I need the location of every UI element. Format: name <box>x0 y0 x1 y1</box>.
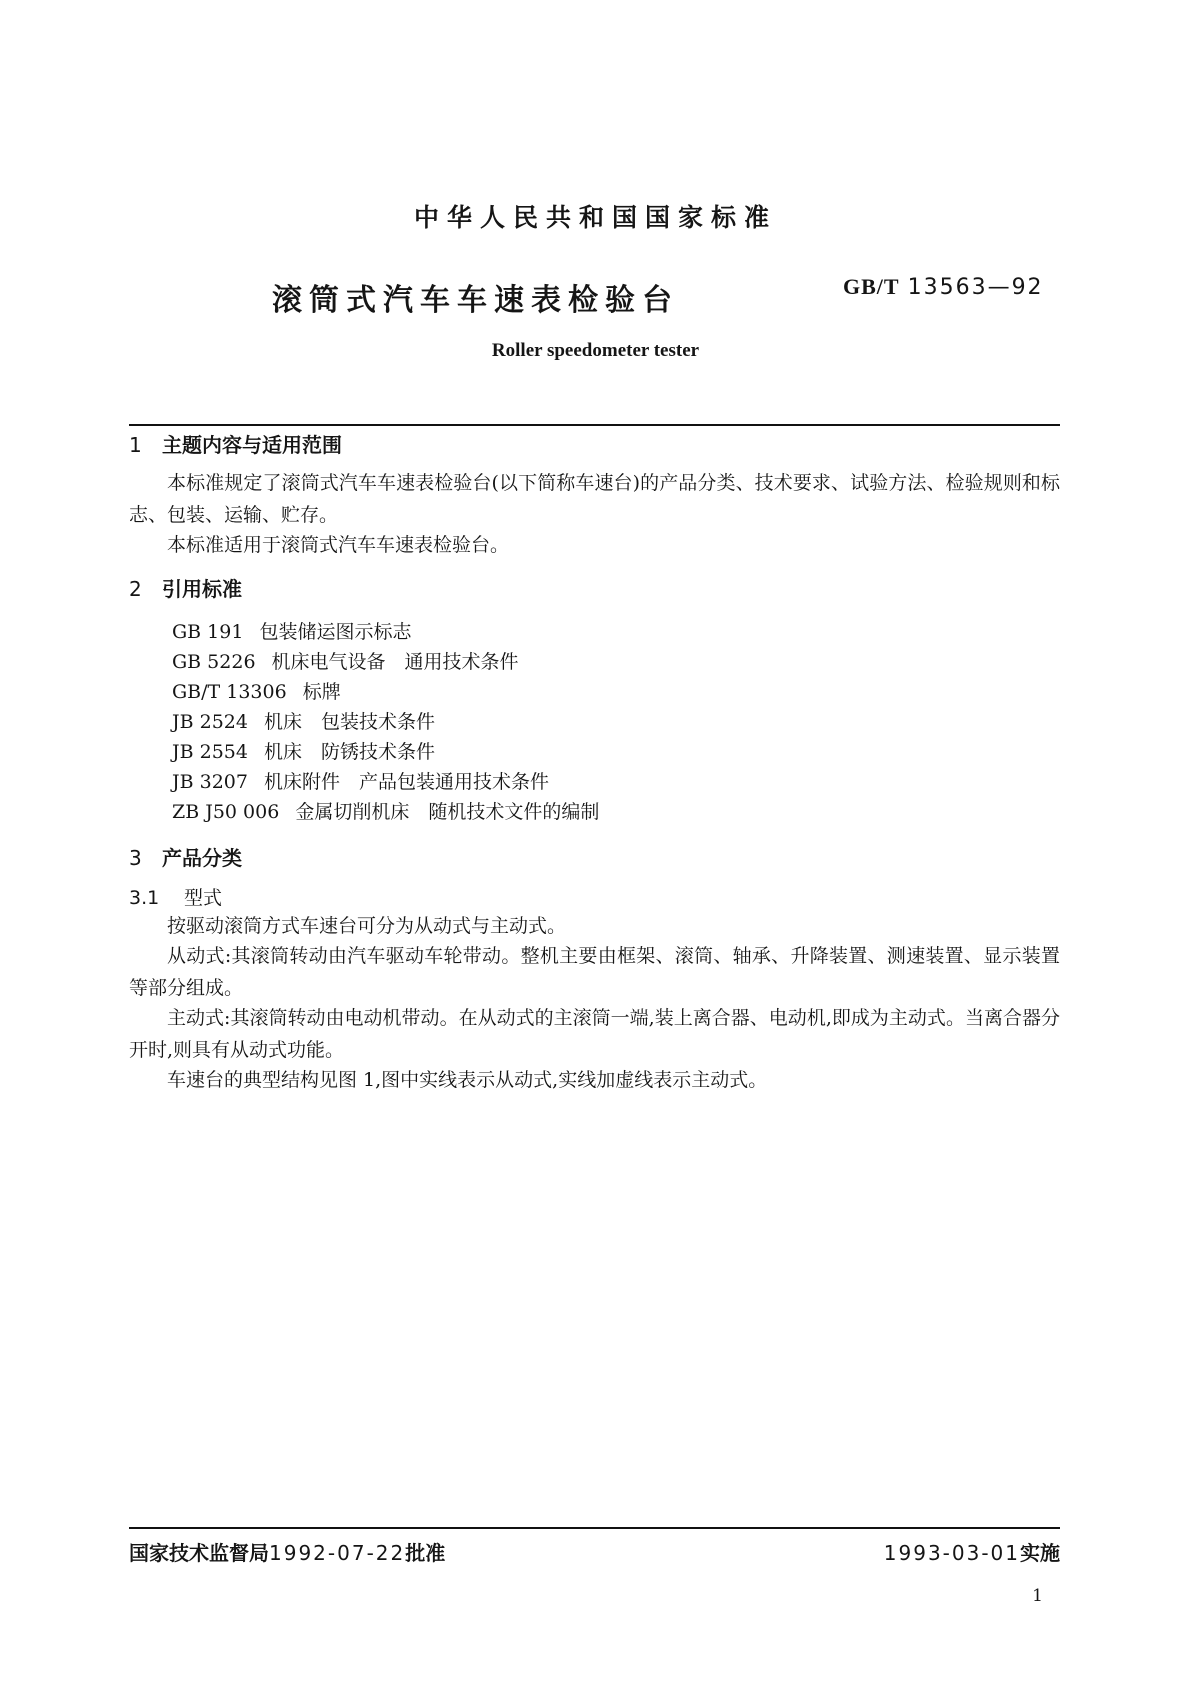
english-title: Roller speedometer tester <box>491 340 700 361</box>
implementation-statement <box>884 1537 1060 1566</box>
reference-name: 机床电气设备 通用技术条件 <box>271 651 519 673</box>
reference-code: ZB J50 006 <box>172 801 280 823</box>
reference-name: 金属切削机床 随机技术文件的编制 <box>295 801 600 823</box>
section-1-paragraph-1: 本标准规定了滚筒式汽车车速表检验台(以下简称车速台)的产品分类、技术要求、试验方法、检验规则和标志、包装、运输、贮存。 <box>129 472 1060 526</box>
section-3-paragraph-2: 从动式:其滚筒转动由汽车驱动车轮带动。整机主要由框架、滚筒、轴承、升降装置、测速装置、显示装置等部分组成。 <box>129 945 1060 999</box>
standard-number <box>843 274 1044 300</box>
section-number: 1 <box>129 433 142 457</box>
page-number: 1 <box>1032 1586 1043 1606</box>
reference-item <box>172 677 341 704</box>
implementation-label: 实施 <box>1020 1541 1060 1565</box>
reference-name: 包装储运图示标志 <box>259 621 412 643</box>
approval-statement <box>129 1537 445 1566</box>
reference-code: JB 2524 <box>172 711 248 733</box>
section-3-paragraph-4: 车速台的典型结构见图 1,图中实线表示从动式,实线加虚线表示主动式。 <box>167 1069 768 1091</box>
reference-name: 机床附件 产品包装通用技术条件 <box>263 771 549 793</box>
implementation-date: 1993-03-01 <box>883 1541 1020 1565</box>
reference-code: GB 5226 <box>172 651 256 673</box>
reference-item <box>172 767 549 794</box>
reference-name: 标牌 <box>302 681 341 703</box>
section-3-paragraph-1: 按驱动滚筒方式车速台可分为从动式与主动式。 <box>167 915 567 937</box>
subsection-number: 3.1 <box>129 887 160 909</box>
document-title: 滚筒式汽车车速表检验台 <box>272 283 679 318</box>
approval-label: 批准 <box>405 1541 446 1565</box>
reference-item <box>172 707 435 734</box>
section-title: 引用标准 <box>162 577 242 601</box>
section-title: 产品分类 <box>162 846 242 870</box>
section-1-heading <box>129 429 342 458</box>
reference-code: JB 2554 <box>172 741 248 763</box>
issuer: 国家技术监督局 <box>129 1541 269 1565</box>
section-3-heading <box>129 842 242 871</box>
reference-item <box>172 647 519 674</box>
section-3-paragraph-3: 主动式:其滚筒转动由电动机带动。在从动式的主滚筒一端,装上离合器、电动机,即成为主动式。当离合器分开时,则具有从动式功能。 <box>129 1007 1060 1061</box>
section-2-heading <box>129 573 242 602</box>
reference-name: 机床 包装技术条件 <box>263 711 435 733</box>
reference-code: JB 3207 <box>172 771 248 793</box>
section-number: 3 <box>129 846 142 870</box>
reference-code: GB/T 13306 <box>172 681 287 703</box>
header-divider <box>129 424 1060 426</box>
reference-item <box>172 617 411 644</box>
subsection-3-1-heading <box>129 883 222 910</box>
national-standard-header: 中华人民共和国国家标准 <box>413 203 777 232</box>
subsection-title: 型式 <box>184 887 223 909</box>
reference-code: GB 191 <box>172 621 244 643</box>
section-title: 主题内容与适用范围 <box>162 433 342 457</box>
standard-code: 13563—92 <box>907 275 1044 300</box>
footer-divider <box>129 1527 1060 1529</box>
reference-name: 机床 防锈技术条件 <box>263 741 435 763</box>
approval-date: 1992-07-22 <box>269 1541 406 1565</box>
reference-item <box>172 737 435 764</box>
section-1-paragraph-2: 本标准适用于滚筒式汽车车速表检验台。 <box>167 534 510 556</box>
reference-item <box>172 797 599 824</box>
standard-prefix: GB/T <box>843 274 900 299</box>
section-number: 2 <box>129 577 142 601</box>
